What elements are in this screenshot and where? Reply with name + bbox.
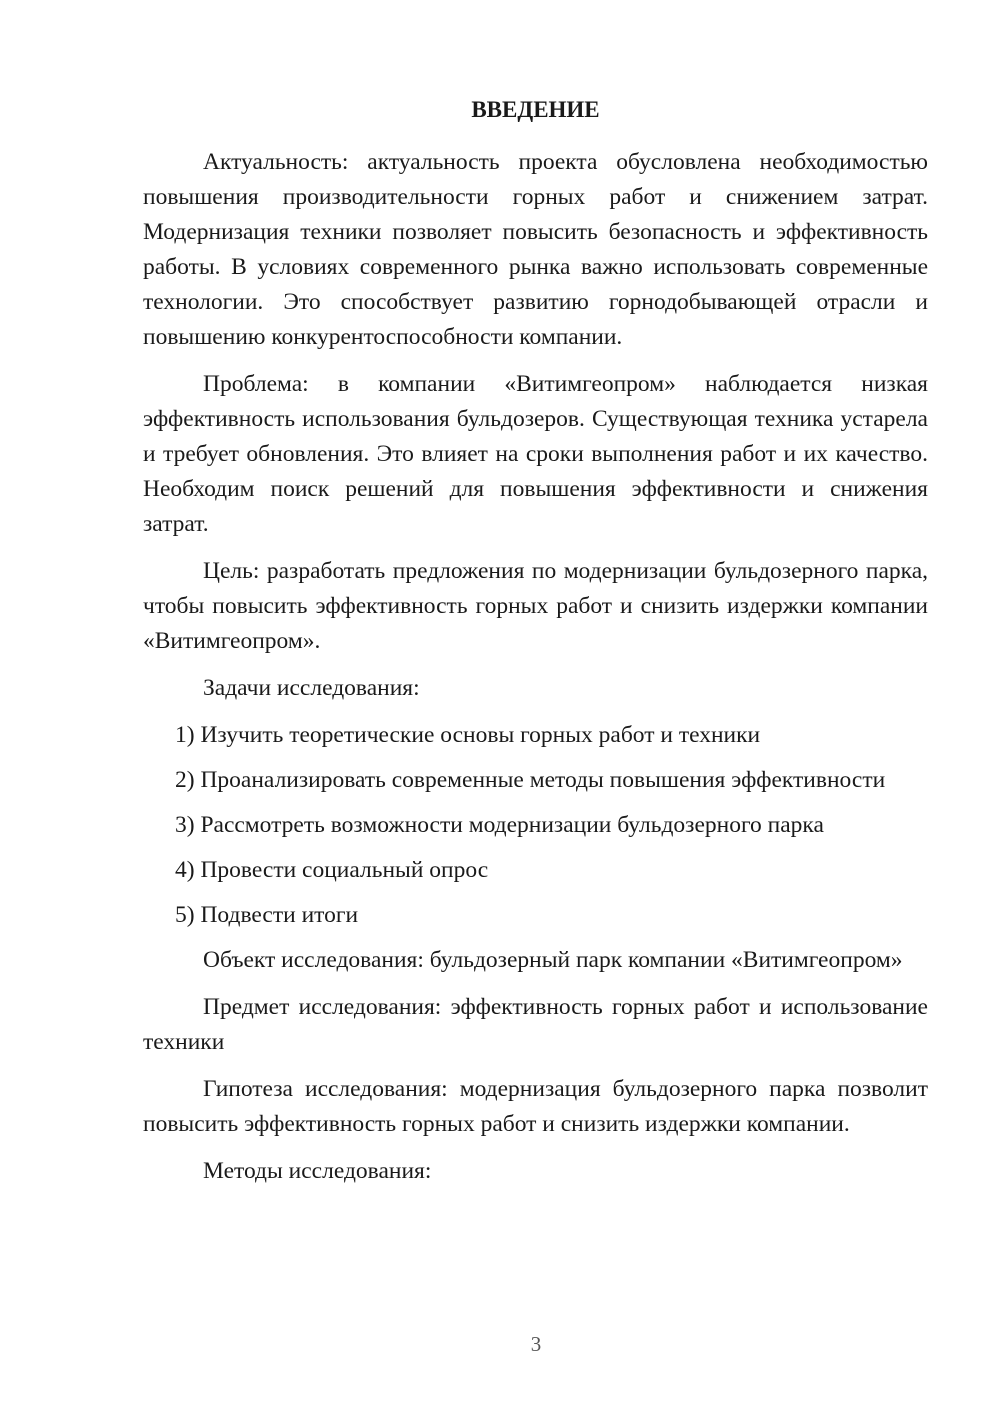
tasks-list [143,718,928,933]
subject-paragraph: Предмет исследования: эффективность горных работ и использование техники [143,994,928,1055]
problem-paragraph: Проблема: в компании «Витимгеопром» наблюдается низкая эффективность использования бульдозеров. Существующая техника устарела и требует обновления. Это влияет на сроки выполнения работ и их качество. Необходим поиск решений для повышения эффективности и снижения затрат. [143,371,928,537]
section-title: ВВЕДЕНИЕ [471,97,600,122]
methods-heading: Методы исследования: [203,1158,432,1184]
goal-paragraph: Цель: разработать предложения по модернизации бульдозерного парка, чтобы повысить эффективность горных работ и снизить издержки компании «Витимгеопром». [143,558,928,654]
hypothesis-paragraph: Гипотеза исследования: модернизация бульдозерного парка позволит повысить эффективность горных работ и снизить издержки компании. [143,1076,928,1137]
task-item-4: 4) Провести социальный опрос [175,857,489,883]
document-page [143,92,928,1201]
relevance-paragraph: Актуальность: актуальность проекта обусловлена необходимостью повышения производительности горных работ и снижением затрат. Модернизация техники позволяет повысить безопасность и эффективность работы. В условиях современного рынка важно использовать современные технологии. Это способствует развитию горнодобывающей отрасли и повышению конкурентоспособности компании. [143,149,928,350]
tasks-heading: Задачи исследования: [203,675,420,701]
task-item-2: 2) Проанализировать современные методы повышения эффективности [175,767,886,793]
object-paragraph: Объект исследования: бульдозерный парк компании «Витимгеопром» [203,947,903,973]
task-item-3: 3) Рассмотреть возможности модернизации бульдозерного парка [175,812,824,838]
task-item-5: 5) Подвести итоги [175,902,359,928]
task-item-1: 1) Изучить теоретические основы горных работ и техники [175,722,761,748]
page-number: 3 [530,1332,542,1356]
